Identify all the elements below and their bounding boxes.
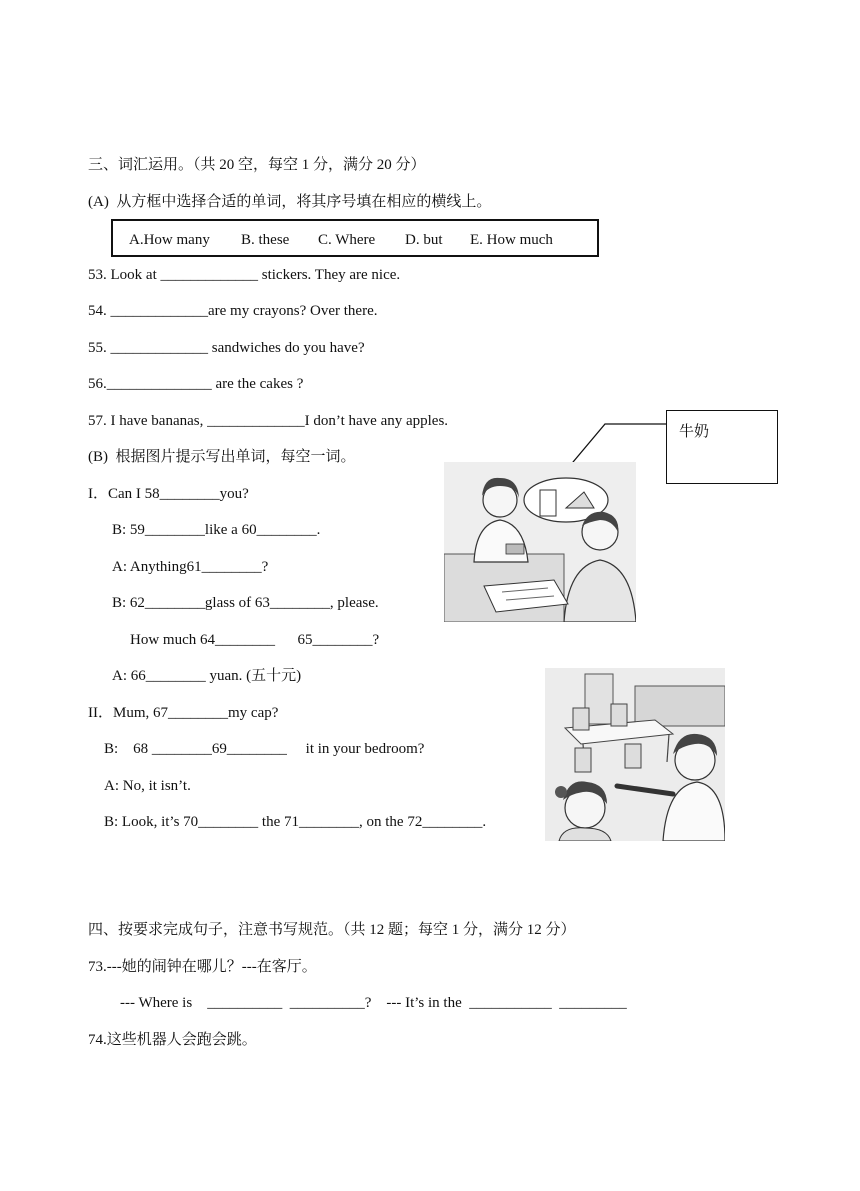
section-3-title: 三、词汇运用。（共 20 空，每空 1 分，满分 20 分） <box>88 157 426 173</box>
word-bank-box <box>111 219 599 257</box>
callout-label: 牛奶 <box>679 424 710 440</box>
shop-scene-image <box>444 462 636 622</box>
question-74-prompt: 74.这些机器人会跑会跳。 <box>88 1032 257 1048</box>
question-55: 55. _____________ sandwiches do you have? <box>88 340 365 356</box>
dialogue1-line-58: I．Can I 58________you? <box>88 486 249 502</box>
dialogue1-line-59: B: 59________like a 60________. <box>112 522 321 538</box>
word-option: D. but <box>405 232 443 248</box>
dialogue2-line-68: B: 68 ________69________ it in your bedroom? <box>104 741 425 757</box>
dialogue2-line-67: II．Mum, 67________my cap? <box>88 705 279 721</box>
dialogue2-line-answer: A: No, it isn’t. <box>104 778 191 794</box>
word-option: E. How much <box>470 232 553 248</box>
dialogue1-line-64: How much 64________ 65________? <box>130 632 380 648</box>
word-option: B. these <box>241 232 290 248</box>
part-b-instruction: (B) 根据图片提示写出单词，每空一词。 <box>88 449 356 465</box>
dialogue1-line-61: A: Anything61________? <box>112 559 269 575</box>
question-56: 56.______________ are the cakes ? <box>88 376 304 392</box>
section-4-title: 四、按要求完成句子，注意书写规范。（共 12 题；每空 1 分，满分 12 分） <box>88 922 576 938</box>
question-53: 53. Look at _____________ stickers. They are nice. <box>88 267 401 283</box>
dialogue1-line-62: B: 62________glass of 63________, please. <box>112 595 379 611</box>
part-a-instruction: (A) 从方框中选择合适的单词，将其序号填在相应的横线上。 <box>88 194 492 210</box>
home-scene-image <box>545 668 725 841</box>
milk-callout-box <box>666 410 778 484</box>
dialogue2-line-70: B: Look, it’s 70________ the 71________, on the 72________. <box>104 814 487 830</box>
question-54: 54. _____________are my crayons? Over there. <box>88 303 378 319</box>
word-option: C. Where <box>318 232 376 248</box>
dialogue1-line-66: A: 66________ yuan. (五十元) <box>112 668 302 684</box>
question-73-answer-line: --- Where is __________ __________? --- It’s in the ___________ _________ <box>120 995 627 1011</box>
question-73-prompt: 73.---她的闹钟在哪儿？---在客厅。 <box>88 959 317 975</box>
word-option: A.How many <box>129 232 210 248</box>
question-57: 57. I have bananas, _____________I don’t have any apples. <box>88 413 449 429</box>
